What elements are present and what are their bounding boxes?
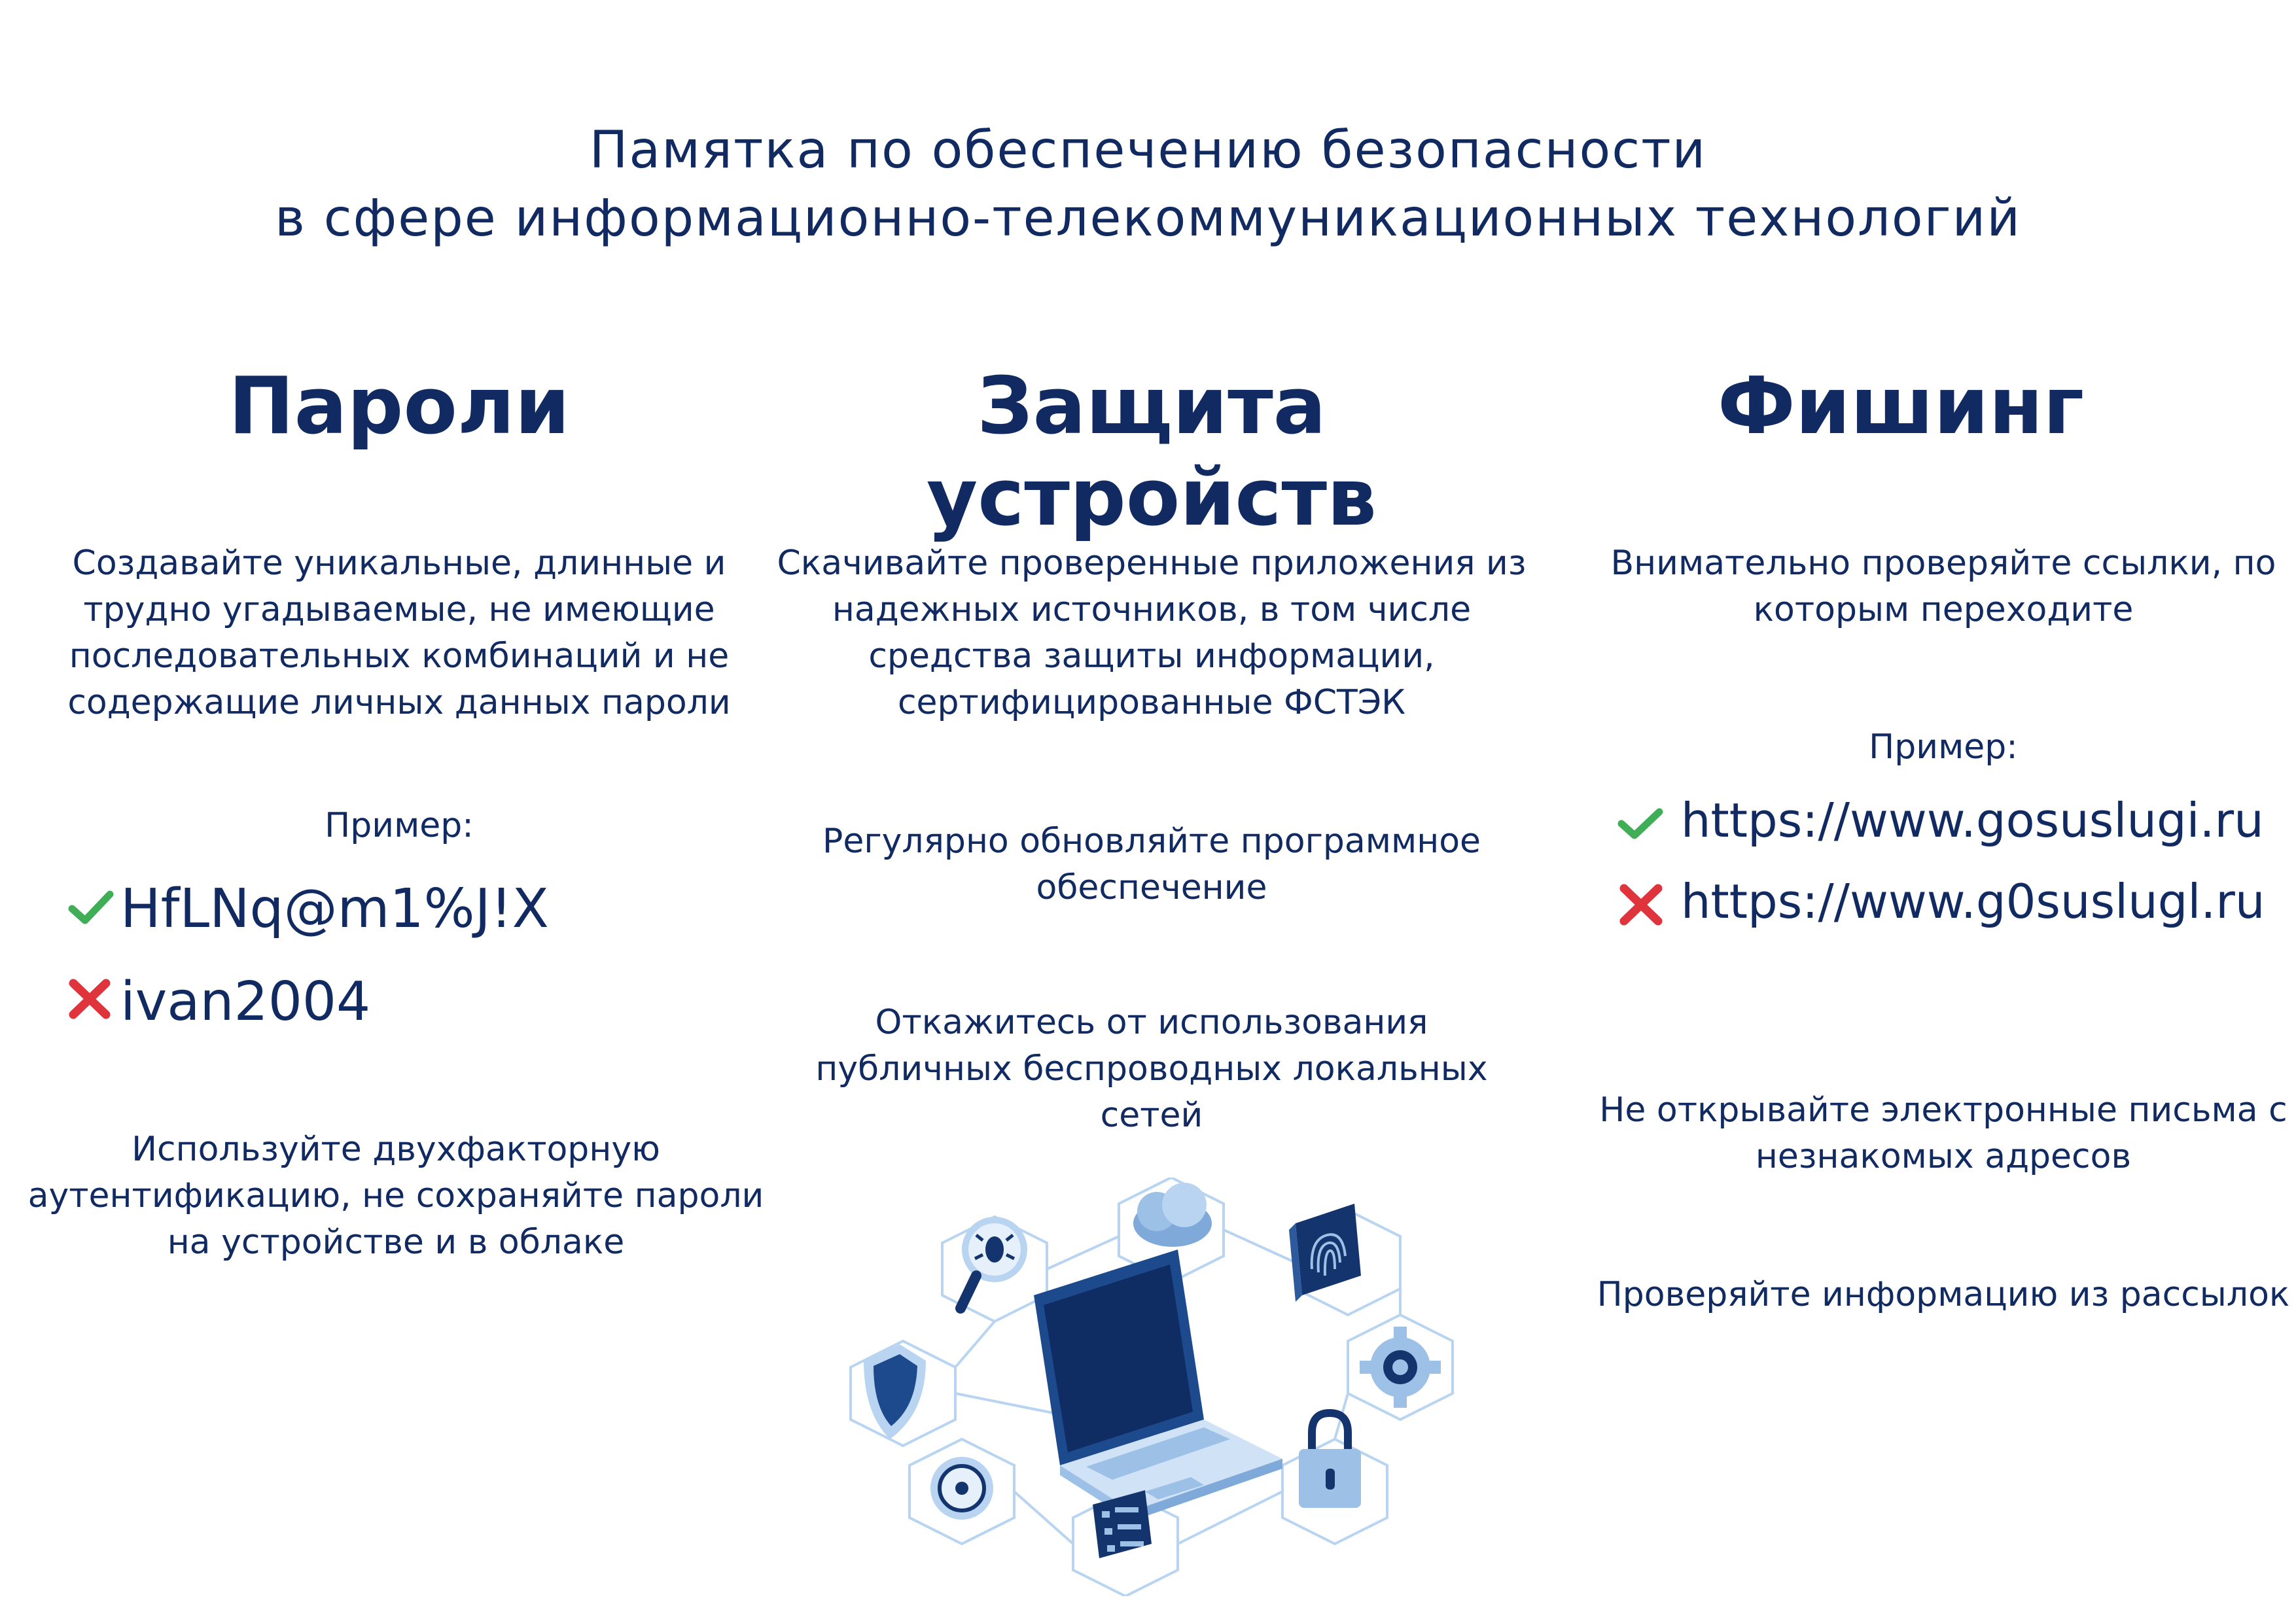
title-line-1: Памятка по обеспечению безопасности (589, 121, 1707, 180)
laptop-icon (1034, 1249, 1282, 1521)
gear-icon (1360, 1327, 1441, 1408)
url-good-text: https://www.gosuslugi.ru (1680, 793, 2264, 848)
phishing-example-label: Пример: (1869, 727, 2018, 767)
check-icon (1616, 804, 1666, 843)
cross-icon (68, 969, 120, 1035)
phishing-title: Фишинг (1717, 361, 2085, 452)
fingerprint-icon (1289, 1204, 1361, 1302)
lock-icon (1299, 1413, 1361, 1508)
phishing-tip-mailings: Проверяйте информацию из рассылок (1597, 1275, 2290, 1314)
phishing-tip-links: Внимательно проверяйте ссылки, по которым переходите (1610, 544, 2276, 629)
url-bad-example (1616, 869, 2265, 934)
cross-icon (1616, 883, 1666, 926)
cloud-icon (1133, 1183, 1212, 1247)
password-bad-text: ivan2004 (120, 971, 371, 1033)
security-illustration (838, 1178, 1466, 1596)
shield-icon (864, 1344, 926, 1439)
devices-tip-update: Регулярно обновляйте программное обеспечение (822, 822, 1481, 907)
passwords-example-label: Пример: (325, 806, 474, 845)
title-line-2: в сфере информационно-телекоммуникационных технологий (274, 189, 2022, 248)
devices-title: Защита устройств (927, 361, 1377, 544)
bug-search-icon (961, 1220, 1024, 1308)
passwords-tip-2fa: Используйте двухфакторную аутентификацию, не сохраняйте пароли на устройстве и в облаке (27, 1130, 764, 1262)
password-good-example (68, 877, 549, 942)
dial-lock-icon (930, 1457, 993, 1520)
passwords-tip-unique: Создавайте уникальные, длинные и трудно угадываемые, не имеющие последовательных комбинаций и не содержащие личных данных пароли (67, 544, 731, 722)
url-bad-text: https://www.g0suslugl.ru (1680, 874, 2265, 929)
page-title (0, 116, 2296, 253)
devices-tip-apps: Скачивайте проверенные приложения из надежных источников, в том числе средства защиты информации, сертифицированные ФСТЭК (777, 544, 1527, 722)
password-good-text: HfLNq@m1%J!X (120, 878, 549, 940)
url-good-example (1616, 788, 2264, 853)
check-icon (68, 877, 120, 942)
devices-tip-wifi: Откажитесь от использования публичных беспроводных локальных сетей (815, 1003, 1488, 1135)
passwords-title: Пароли (228, 361, 570, 452)
phishing-tip-emails: Не открывайте электронные письма с незнакомых адресов (1599, 1091, 2287, 1176)
password-bad-example (68, 969, 370, 1035)
